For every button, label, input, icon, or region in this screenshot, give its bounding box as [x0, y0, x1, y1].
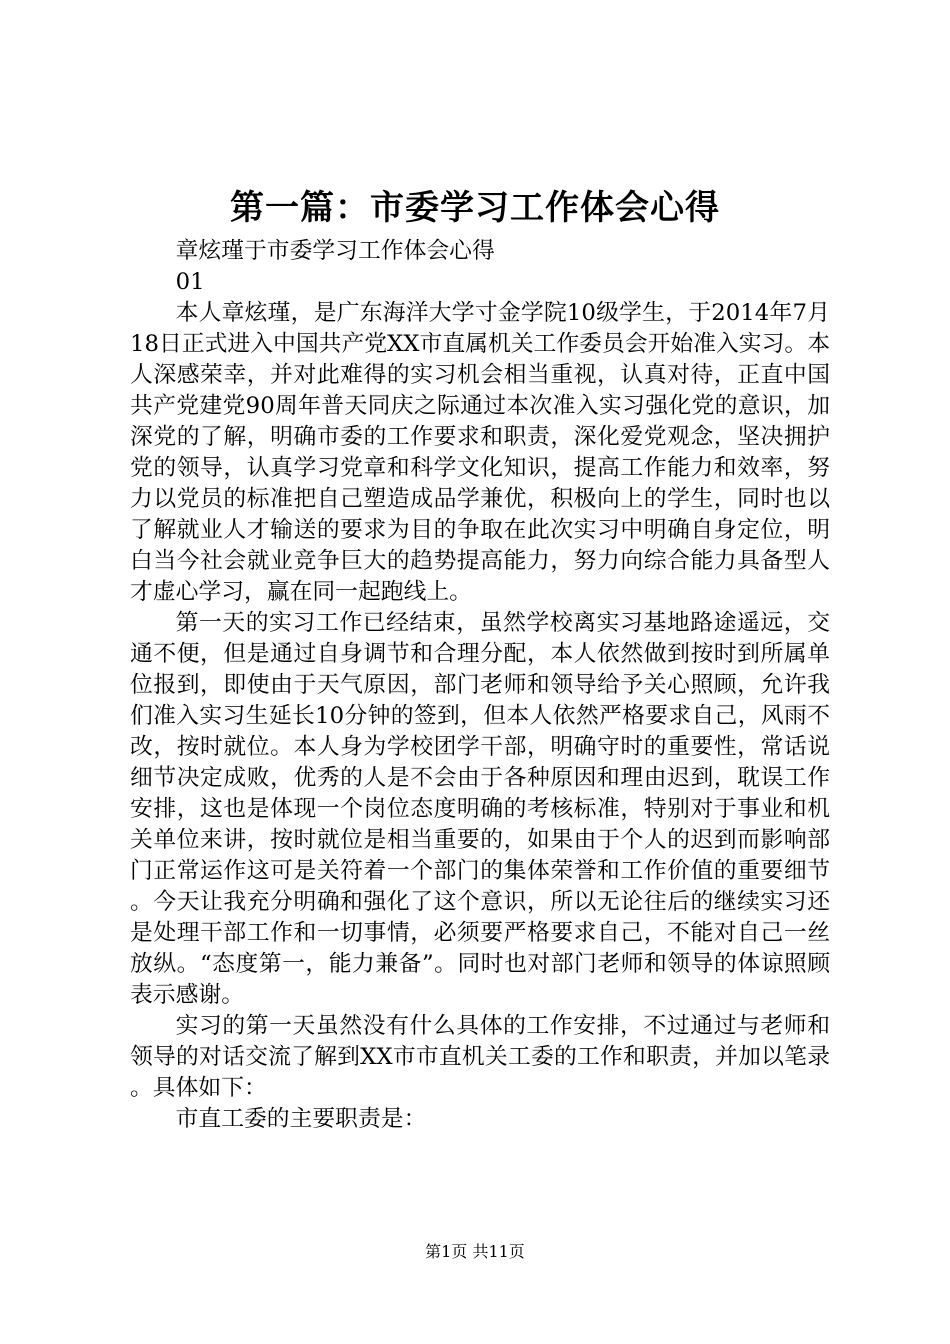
document-body: [130, 236, 830, 1135]
section-number-paragraph: 01: [175, 269, 205, 295]
document-title: 第一篇：市委学习工作体会心得: [230, 188, 720, 228]
page-footer: 第1页 共11页: [425, 1242, 525, 1261]
body-paragraph: 本人章炫瑾，是广东海洋大学寸金学院10级学生，于2014年7月18日正式进入中国共产党XX市直属机关工作委员会开始准入实习。本人深感荣幸，并对此难得的实习机会相当重视，认真对待，正直中国共产党建党90周年普天同庆之际通过本次准入实习强化党的意识，加深党的了解，明确市委的工作要求和职责，深化爱党观念，坚决拥护党的领导，认真学习党章和科学文化知识，提高工作能力和效率，努力以党员的标准把自己塑造成品学兼优，积极向上的学生，同时也以了解就业人才输送的要求为目的争取在此次实习中明确自身定位，明白当今社会就业竞争巨大的趋势提高能力，努力向综合能力具备型人才虚心学习，赢在同一起跑线上。: [130, 300, 830, 605]
body-paragraph: 市直工委的主要职责是：: [175, 1106, 427, 1132]
body-paragraph: 第一天的实习工作已经结束，虽然学校离实习基地路途遥远，交通不便，但是通过自身调节和合理分配，本人依然做到按时到所属单位报到，即使由于天气原因，部门老师和领导给予关心照顾，允许我们准入实习生延长10分钟的签到，但本人依然严格要求自己，风雨不改，按时就位。本人身为学校团学干部，明确守时的重要性，常话说细节决定成败，优秀的人是不会由于各种原因和理由迟到，耽误工作安排，这也是体现一个岗位态度明确的考核标准，特别对于事业和机关单位来讲，按时就位是相当重要的，如果由于个人的迟到而影响部门正常运作这可是关符着一个部门的集体荣誉和工作价值的重要细节。今天让我充分明确和强化了这个意识，所以无论往后的继续实习还是处理干部工作和一切事情，必须要严格要求自己，不能对自己一丝放纵。“态度第一，能力兼备”。同时也对部门老师和领导的体谅照顾表示感谢。: [130, 610, 830, 1008]
subtitle-paragraph: 章炫瑾于市委学习工作体会心得: [175, 238, 495, 264]
body-paragraph: 实习的第一天虽然没有什么具体的工作安排，不过通过与老师和领导的对话交流了解到XX市市直机关工委的工作和职责，并加以笔录。具体如下：: [130, 1013, 830, 1101]
